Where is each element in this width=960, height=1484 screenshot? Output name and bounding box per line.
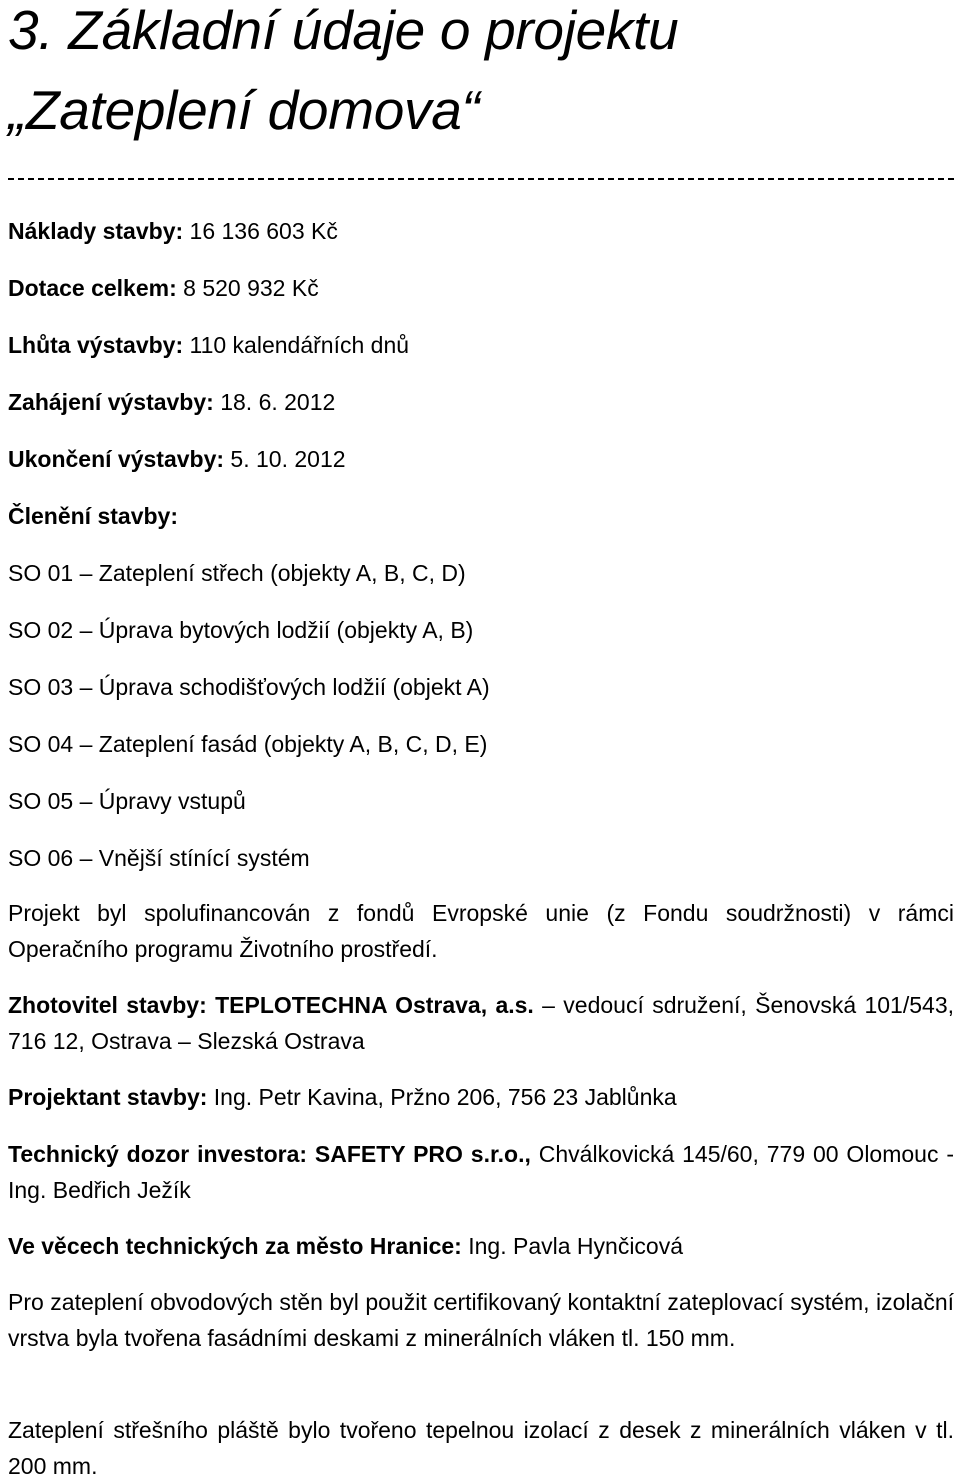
fact-subsidy <box>8 270 319 306</box>
contractor-paragraph <box>8 987 954 1059</box>
supervisor-label: Technický dozor investora: SAFETY PRO s.r.o., <box>8 1141 531 1167</box>
city-contact-label: Ve věcech technických za město Hranice: <box>8 1233 462 1259</box>
fact-label: Dotace celkem: <box>8 275 177 301</box>
fact-label: Zahájení výstavby: <box>8 389 214 415</box>
designer-line <box>8 1079 677 1115</box>
structure-item-so03: SO 03 – Úprava schodišťových lodžií (objekt A) <box>8 674 490 700</box>
funding-paragraph: Projekt byl spolufinancován z fondů Evropské unie (z Fondu soudržnosti) v rámci Operačního programu Životního prostředí. <box>8 900 954 962</box>
structure-item-so05: SO 05 – Úpravy vstupů <box>8 788 246 814</box>
designer-label: Projektant stavby: <box>8 1084 208 1110</box>
supervisor-text: Chválkovická 145/60, 779 00 Olomouc - Ing. Bedřich Ježík <box>8 1141 954 1203</box>
fact-duration <box>8 327 409 363</box>
dashed-divider <box>8 178 954 180</box>
fact-value: 18. 6. 2012 <box>220 389 336 415</box>
designer-text: Ing. Petr Kavina, Pržno 206, 756 23 Jablůnka <box>213 1084 677 1110</box>
structure-item-so04: SO 04 – Zateplení fasád (objekty A, B, C, D, E) <box>8 731 488 757</box>
page-title-line1: 3. Základní údaje o projektu <box>8 0 679 61</box>
structure-item-so01: SO 01 – Zateplení střech (objekty A, B, C, D) <box>8 560 466 586</box>
fact-value: 110 kalendářních dnů <box>189 332 410 358</box>
contractor-label: Zhotovitel stavby: TEPLOTECHNA Ostrava, a.s. <box>8 992 534 1018</box>
fact-end <box>8 441 346 477</box>
page-title-line2: „Zateplení domova“ <box>8 79 480 141</box>
structure-heading <box>8 498 178 534</box>
structure-label: Členění stavby: <box>8 503 178 529</box>
supervisor-paragraph <box>8 1136 954 1208</box>
contractor-text: – vedoucí sdružení, Šenovská 101/543, 716 12, Ostrava – Slezská Ostrava <box>8 992 954 1054</box>
facade-insulation-paragraph: Pro zateplení obvodových stěn byl použit certifikovaný kontaktní zateplovací systém, izolační vrstva byla tvořena fasádními deskami z minerálních vláken tl. 150 mm. <box>8 1289 954 1351</box>
fact-value: 16 136 603 Kč <box>189 218 338 244</box>
structure-item-so02: SO 02 – Úprava bytových lodžií (objekty A, B) <box>8 617 474 643</box>
structure-item-so06: SO 06 – Vnější stínící systém <box>8 845 310 871</box>
fact-value: 8 520 932 Kč <box>183 275 319 301</box>
fact-value: 5. 10. 2012 <box>230 446 346 472</box>
roof-insulation-paragraph: Zateplení střešního pláště bylo tvořeno tepelnou izolací z desek z minerálních vláken v tl. 200 mm. <box>8 1417 954 1479</box>
city-contact-line <box>8 1228 683 1264</box>
fact-label: Náklady stavby: <box>8 218 184 244</box>
fact-label: Ukončení výstavby: <box>8 446 225 472</box>
fact-label: Lhůta výstavby: <box>8 332 184 358</box>
fact-cost <box>8 213 338 249</box>
city-contact-text: Ing. Pavla Hynčicová <box>468 1233 684 1259</box>
fact-start <box>8 384 335 420</box>
